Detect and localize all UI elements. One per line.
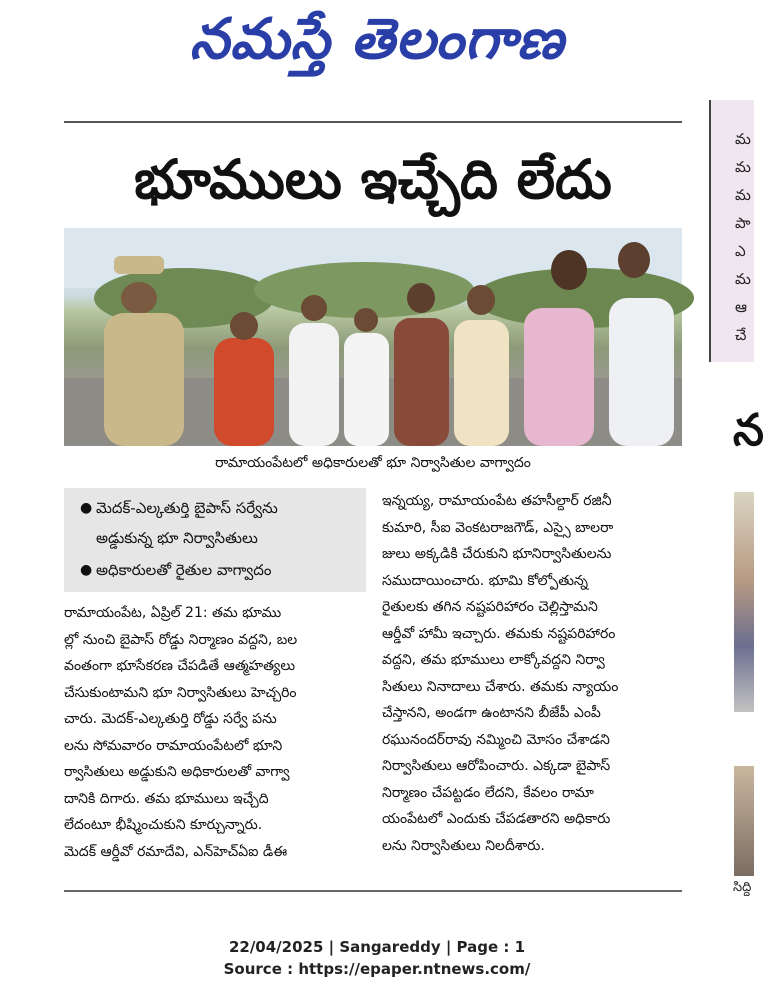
text-line: యంపేటలో ఎందుకు చేపడతారని అధికారు <box>382 811 611 827</box>
text-line: జులు అక్కడికి చేరుకుని భూనిర్వాసితులను <box>382 546 612 562</box>
text-line: మెదక్ ఆర్డీవో రమాదేవి, ఎన్‌హెచ్‌ఏఐ డీఈ <box>64 843 288 860</box>
text-line: రామాయంపేట, ఏప్రిల్ 21: తమ భూము <box>64 605 282 621</box>
source-link[interactable]: Source : https://epaper.ntnews.com/ <box>223 960 531 978</box>
text-line: రైతులకు తగిన నష్టపరిహారం చెల్లిస్తామని <box>382 599 598 615</box>
adjacent-text-fragment: మ <box>735 186 751 204</box>
text-line: చేస్తానని, అండగా ఉంటానని బీజేపీ ఎంపీ <box>382 705 601 721</box>
text-line: ల్లో నుంచి బైపాస్ రోడ్డు నిర్మాణం వద్దని, బల <box>64 631 298 648</box>
text-line: వద్దని, తమ భూములు లాక్కోవద్దని నిర్వా <box>382 652 605 668</box>
text-line: నిర్మాణం చేపట్టడం లేదని, కేవలం రామా <box>382 784 594 801</box>
article-body-left <box>64 600 366 865</box>
page-footer <box>0 936 754 980</box>
adjacent-photo <box>734 766 754 876</box>
adjacent-text-fragment: చే <box>735 326 747 344</box>
text-line: నిర్వాసితులు ఆరోపించారు. ఎక్కడా బైపాస్ <box>382 758 611 774</box>
highlight-item: ● మెదక్-ఎల్కతుర్తి బైపాస్ సర్వేను <box>80 496 278 520</box>
adjacent-text-fragment: మ <box>735 158 751 176</box>
adjacent-text-fragment: సిద్ది <box>733 880 752 895</box>
text-line: ఇన్నయ్య, రామాయంపేట తహసీల్దార్ రజినీ <box>382 493 612 509</box>
highlight-item: ● అధికారులతో రైతుల వాగ్వాదం <box>80 558 271 582</box>
text-line: చారు. మెదక్-ఎల్కతుర్తి రోడ్డు సర్వే పను <box>64 711 277 727</box>
article-headline: భూములు ఇచ్చేది లేదు <box>134 148 612 211</box>
text-line: కుమారి, సీఐ వెంకటరాజగౌడ్, ఎస్సై బాలరా <box>382 519 614 536</box>
photo-illustration <box>64 228 682 446</box>
adjacent-text-fragment: పా <box>735 214 751 232</box>
text-line: వంతంగా భూసేకరణ చేపడితే ఆత్మహత్యలు <box>64 658 296 674</box>
text-line: చేసుకుంటామని భూ నిర్వాసితులు హెచ్చరిం <box>64 684 297 701</box>
newspaper-logo: నమస్తే తెలంగాణ <box>189 7 565 72</box>
adjacent-text-fragment: ఎ <box>735 242 746 260</box>
photo-caption: రామాయంపేటలో అధికారులతో భూ నిర్వాసితుల వాగ్వాదం <box>215 455 531 471</box>
adjacent-headline-fragment: న <box>733 405 764 456</box>
text-line: ఆర్డీవో హామీ ఇచ్చారు. తమకు నష్టపరిహారం <box>382 625 616 642</box>
article-body-right <box>382 488 682 859</box>
bullet-icon: ● <box>80 562 93 578</box>
text-line: లేదంటూ భీష్మించుకుని కూర్చున్నారు. <box>64 817 263 833</box>
text-line: ర్వాసితులు అడ్డుకుని అధికారులతో వాగ్వా <box>64 764 290 780</box>
text-line: సితులు నినాదాలు చేశారు. తమకు న్యాయం <box>382 678 619 695</box>
bottom-rule <box>64 890 682 892</box>
text-line: సముదాయించారు. భూమి కోల్పోతున్న <box>382 572 588 589</box>
adjacent-text-fragment: మ <box>735 270 751 288</box>
edition-info: 22/04/2025 | Sangareddy | Page : 1 <box>228 938 526 956</box>
article-photo <box>64 228 682 446</box>
masthead <box>0 0 754 82</box>
highlight-item: అడ్డుకున్న భూ నిర్వాసితులు <box>96 529 258 547</box>
adjacent-text-fragment: మ <box>735 130 751 148</box>
adjacent-text-fragment: ఆ <box>735 298 747 316</box>
top-rule <box>64 121 682 123</box>
adjacent-article-divider <box>709 100 711 362</box>
text-line: లను సోమవారం రామాయంపేటలో భూని <box>64 737 283 754</box>
highlights-box <box>64 488 366 592</box>
adjacent-photo <box>734 492 754 712</box>
text-line: లను నిర్వాసితులు నిలదీశారు. <box>382 837 545 854</box>
text-line: రఘునందర్‌రావు నమ్మించి మోసం చేశాడని <box>382 731 610 748</box>
text-line: దానికి దిగారు. తమ భూములు ఇచ్చేది <box>64 790 269 807</box>
bullet-icon: ● <box>80 500 93 516</box>
